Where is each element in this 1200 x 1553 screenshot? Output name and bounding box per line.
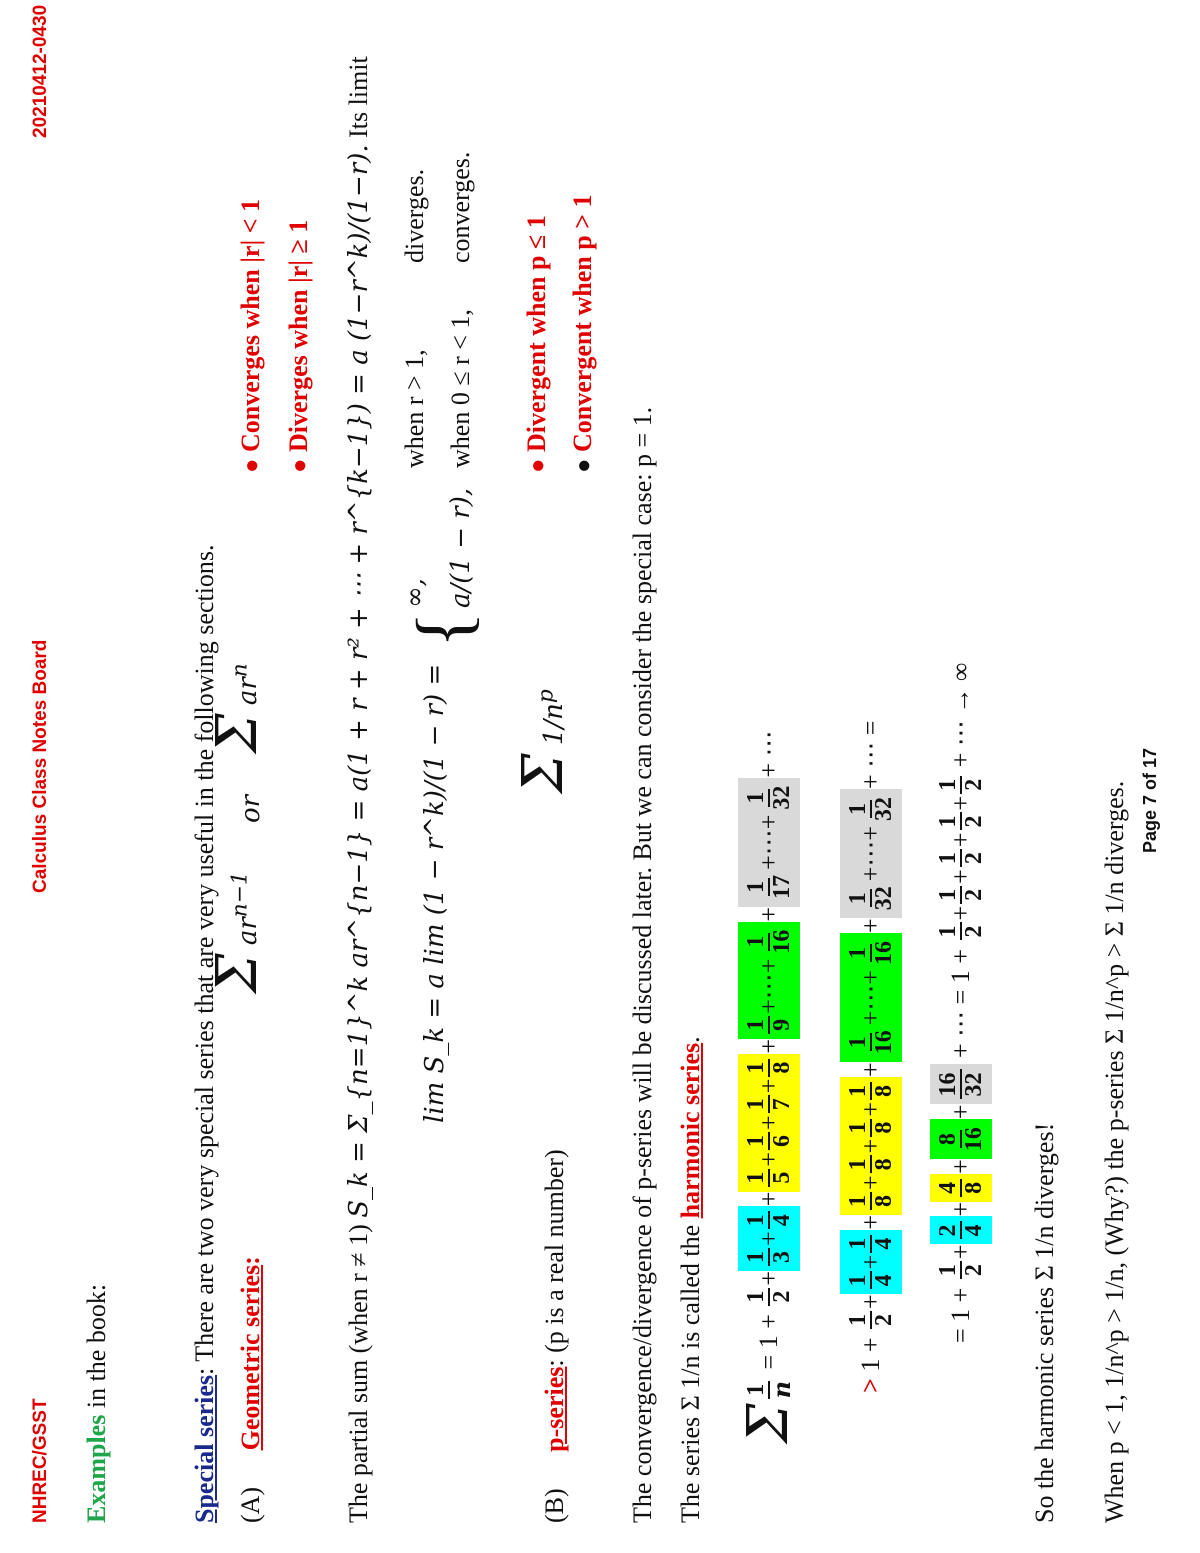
sigma-symbol: Σ	[511, 753, 576, 793]
harmonic-line: The series Σ 1/n is called the harmonic series.	[676, 1036, 705, 1523]
pseries-divergent: ● Divergent when p ≤ 1	[522, 215, 551, 473]
case2-cond: when 0 ≤ r < 1,	[446, 309, 475, 468]
partial-sum-formula: S_k = Σ_{n=1}^k ar^{n−1} = a(1 + r + r² + ⋯ + r^{k−1}) = a (1−r^k)/(1−r).	[344, 144, 374, 1218]
case1-value: ∞,	[400, 578, 430, 608]
group-green: 1 16 + ⋯ + 1 16	[840, 933, 902, 1062]
when-p-line: When p < 1, 1/n^p > 1/n, (Why?) the p-series Σ 1/n^p > Σ 1/n diverges.	[1100, 780, 1129, 1523]
harmonic-row-3: = 1 + 1 2 + 2 4 + 4 8 + 8 16 + 16 32 + ⋯ = 1 + 1 2 + 1 2 + 1 2 + 1 2 + 1 2 + ⋯ → ∞	[930, 663, 992, 1343]
pseries-desc: : (p is a real number)	[540, 1149, 569, 1367]
group-gray: 1 32 + ⋯ + 1 32	[840, 789, 902, 918]
geometric-formula-1: Σ $ar^{n-1}$	[205, 871, 270, 993]
group-green: 8 16	[930, 1119, 992, 1159]
group-gray: 1 17 + ⋯ + 1 32	[738, 778, 800, 907]
pseries-convergent: ● Convergent when p > 1	[568, 194, 597, 473]
geometric-title: Geometric series	[236, 1264, 265, 1451]
sigma-symbol: Σ	[205, 713, 270, 753]
page-number: Page 7 of 17	[1140, 747, 1160, 853]
geometric-formula-2: Σ $ar^n$	[205, 663, 270, 753]
harmonic-diverges: So the harmonic series Σ 1/n diverges!	[1030, 1122, 1059, 1523]
header-right: 20210412-0430	[30, 4, 51, 138]
case2-result: converges.	[446, 151, 475, 263]
special-series-label: Special series	[190, 1374, 219, 1523]
harmonic-row-2: > 1 + 1 2 + 1 4 + 1 4 + 1 8 + 1 8 + 1 8 + 1 8 + 1 16 + ⋯ + 1 16 + 1 32 + ⋯ + 1 32 + ⋯ =	[840, 721, 902, 1393]
geometric-or: or	[236, 794, 266, 823]
geometric-diverge: ● Diverges when |r| ≥ 1	[284, 219, 313, 473]
examples-line	[82, 1284, 112, 1523]
bullet-icon: ●	[525, 458, 551, 473]
partial-sum-line: The partial sum (when r ≠ 1) S_k = Σ_{n=1}^k ar^{n−1} = a(1 + r + r² + ⋯ + r^{k−1}) = a (1−r^k)/(1−r). Its limit	[344, 56, 374, 1523]
header-left: NHREC/GSST	[30, 1398, 51, 1523]
bullet-icon: ●	[571, 458, 597, 473]
discussion-line: The convergence/divergence of p-series will be discussed later. But we can consider the special case: p = 1.	[628, 406, 657, 1523]
group-cyan: 1 3 + 1 4	[738, 1206, 800, 1271]
group-yellow: 1 5 + 1 6 + 1 7 + 1 8	[738, 1054, 800, 1192]
pseries-heading	[540, 1149, 570, 1523]
bullet-icon: ●	[287, 458, 313, 473]
geometric-converge: ● Converges when |r| < 1	[236, 198, 265, 473]
pseries-title: p-series	[540, 1366, 569, 1452]
examples-label: Examples	[82, 1414, 111, 1523]
special-series-rest: : There are two very special series that are very useful in the following sections.	[190, 544, 219, 1375]
brace-icon: {	[402, 611, 486, 648]
pseries-marker: (B)	[540, 1488, 569, 1523]
pseries-formula: Σ $1/n^p$	[511, 689, 576, 793]
group-gray: 16 32	[930, 1064, 992, 1104]
geometric-marker: (A)	[236, 1486, 265, 1523]
group-yellow: 1 8 + 1 8 + 1 8 + 1 8	[840, 1077, 902, 1215]
group-cyan: 1 4 + 1 4	[840, 1230, 902, 1295]
bullet-icon: ●	[239, 458, 265, 473]
harmonic-series-link[interactable]: harmonic series	[676, 1042, 705, 1219]
group-cyan: 2 4	[930, 1217, 992, 1245]
header-center: Calculus Class Notes Board	[30, 639, 51, 893]
case1-result: diverges.	[400, 168, 429, 263]
examples-rest: in the book:	[82, 1283, 111, 1415]
greater-than: >	[856, 1378, 885, 1393]
sigma-symbol: Σ	[736, 1403, 801, 1443]
case1-cond: when r > 1,	[400, 349, 429, 468]
group-yellow: 4 8	[930, 1174, 992, 1202]
case2-value: a/(1 − r),	[446, 487, 476, 608]
sigma-symbol: Σ	[205, 953, 270, 993]
limit-lhs: lim S_k = a lim (1 − r^k)/(1 − r) =	[420, 663, 450, 1123]
geometric-heading: (A) Geometric series:	[236, 1256, 265, 1523]
group-green: 1 9 + ⋯ + 1 16	[738, 922, 800, 1039]
harmonic-row-1: Σ 1 n = 1 + 1 2 + 1 3 + 1 4 + 1 5 + 1 6 + 1 7 + 1 8 + 1 9 + ⋯ + 1 16 + 1 17 + ⋯ + 1 32 + ⋯	[736, 730, 801, 1443]
